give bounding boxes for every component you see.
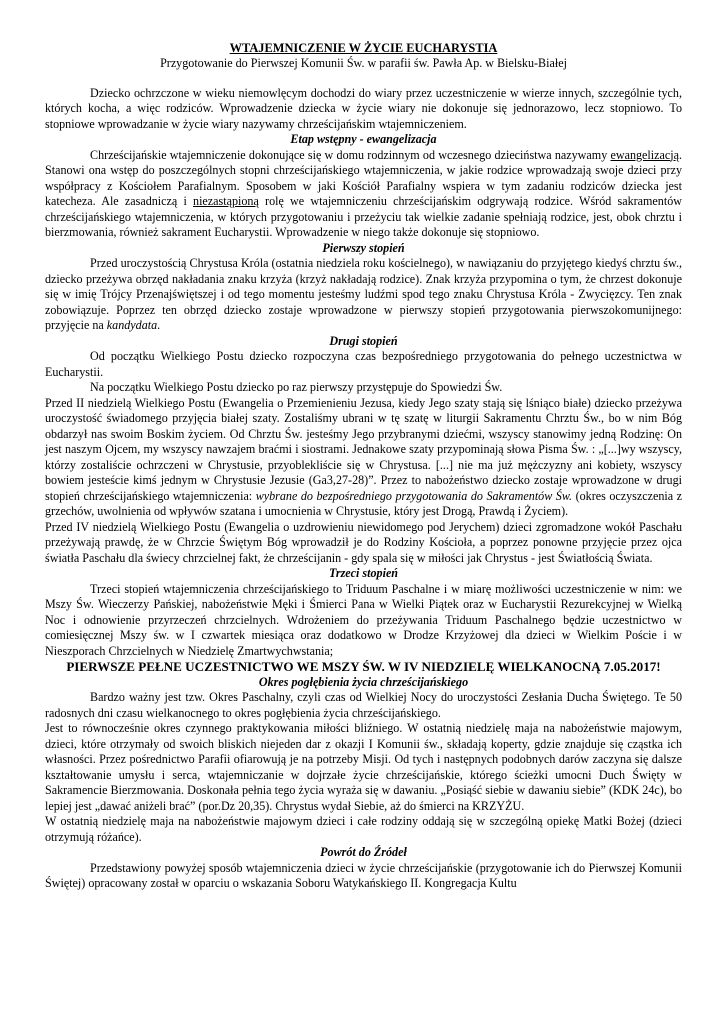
text-span: Chrześcijańskie wtajemniczenie dokonujące się w domu rodzinnym od wczesnego dzieciństwa nazywamy — [90, 147, 611, 162]
drugi-paragraph-3 — [45, 396, 682, 520]
section-heading-powrot: Powrót do Źródeł — [320, 845, 407, 859]
text-span: rolę we wtajemniczeniu chrześcijańskim odgrywają rodzice. Wśród sakramentów chrześcijańskiego wtajemniczenia, w których przygotowaniu i przeżyciu tak wielkie zadanie spełniają rodzice, jest, obok chrztu i bierzmowania, również sakrament Eucharystii. Wprowadzenie w niego także dokonuje się stopniowo. — [45, 194, 682, 239]
section-heading-poglebienie: Okres pogłębienia życia chrześcijańskiego — [258, 674, 469, 689]
etap-paragraph — [45, 148, 682, 241]
poglebienie-paragraph-1: Bardzo ważny jest tzw. Okres Paschalny, czyli czas od Wielkiej Nocy do uroczystości Zesłania Ducha Świętego. Te 50 radosnych dni czasu wielkanocnego to okres pogłębienia życia chrześcijańskiego. — [45, 690, 682, 720]
pierwszy-paragraph — [45, 256, 682, 334]
section-heading-drugi: Drugi stopień — [329, 333, 398, 348]
underlined-term: niezastąpioną — [193, 194, 259, 208]
intro-paragraph: Dziecko ochrzczone w wieku niemowlęcym dochodzi do wiary przez uczestniczenie w wierze innych, szczególnie tych, których kocha, a więc rodziców. Wprowadzenie dziecka w życie wiary nie dokonuje się jednorazowo, lecz stopniowo. To stopniowe wprowadzanie w życie wiary nazywamy chrześcijańskim wtajemniczeniem. — [45, 85, 682, 131]
poglebienie-paragraph-2: Jest to równocześnie okres czynnego praktykowania miłości bliźniego. W ostatnią niedzielę maja na nabożeństwie majowym, dzieci, które otrzymały od swoich bliskich niejeden dar z okazji I Komunii św., składają koperty, gdzie znajduje się cząstka ich własności. Przez pośrednictwo Parafii ofiarowują je na potrzeby Misji. Od tych i następnych podobnych darów zaczyna się dalsze kształtowanie umysłu i serca, wtajemniczanie w dojrzałe życie chrześcijańskie, którego ścieżki umocni Duch Święty w Sakramencie Bierzmowania. Doskonała pełnia tego życia wyraża się w dawaniu. „Posiąść siebie w dawaniu siebie” (KDK 24c), bo lepiej jest „dawać aniżeli brać” (por.Dz 20,35). Chrystus wydał Siebie, aż do śmierci na KRZYŻU. — [45, 721, 682, 813]
section-heading-etap: Etap wstępny - ewangelizacja — [290, 132, 437, 146]
trzeci-paragraph: Trzeci stopień wtajemniczenia chrześcijańskiego to Triduum Paschalne i w miarę możliwości uczestniczenie w nim: we Mszy Św. Wieczerzy Pańskiej, nabożeństwie Męki i Śmierci Pana w Wielki Piątek oraz w Eucharystii Rezurekcyjnej w Wielką Noc i odnowienie przyrzeczeń chrzcielnych. Wdrożeniem do przeżywania Triduum Paschalnego będzie uczestnictwo w comiesięcznej Mszy św. w I czwartek miesiąca oraz dodatkowo w Drodze Krzyżowej dla dzieci w Wielkim Poście i w Nieszporach Chrzcielnych w Niedzielę Zmartwychwstania; — [45, 581, 682, 658]
italic-term: wybrane do bezpośredniego przygotowania do Sakramentów Św. — [255, 488, 573, 503]
text-span: Przed II niedzielą Wielkiego Postu (Ewangelia o Przemienieniu Jezusa, kiedy Jego szaty stają się lśniąco białe) dziecko przeżywa uroczystość świadomego przyjęcia białej szaty. Zostaliśmy ubrani w tę szatę w liturgii Sakramentu Chrztu Św., bo w nim Bóg obdarzył nas swoim Boskim życiem. Od Chrztu Św. jesteśmy Jego przybranymi dziećmi, wszyscy stanowimy jedną Rodzinę: On jest naszym Ojcem, my wszyscy nawzajem braćmi i siostrami. Jednakowe szaty przypominają słowa Pisma Św. : „[...]wy wszyscy, którzy zostaliście ochrzczeni w Chrystusie, przyoblekliście się w Chrystusa. [...] nie ma już mężczyzny ani kobiety, wszyscy bowiem jesteście kimś jednym w Chrystusie Jezusie (Ga3,27-28)”. Przez to nabożeństwo dziecko zostaje wprowadzone w drugi stopień chrześcijańskiego wtajemniczenia: — [45, 395, 682, 503]
powrot-paragraph: Przedstawiony powyżej sposób wtajemniczenia dzieci w życie chrześcijańskie (przygotowanie ich do Pierwszej Komunii Świętej) opracowany został w oparciu o wskazania Soboru Watykańskiego II. Kongregacja Kultu — [45, 860, 682, 890]
drugi-paragraph-1: Od początku Wielkiego Postu dziecko rozpoczyna czas bezpośredniego przygotowania do pełnego uczestnictwa w Eucharystii. — [45, 349, 682, 379]
underlined-term: ewangelizacją — [610, 147, 679, 162]
first-communion-banner: PIERWSZE PEŁNE UCZESTNICTWO WE MSZY ŚW. W IV NIEDZIELĘ WIELKANOCNĄ 7.05.2017! — [66, 659, 661, 674]
drugi-paragraph-2: Na początku Wielkiego Postu dziecko po raz pierwszy przystępuje do Spowiedzi Św. — [90, 380, 503, 394]
poglebienie-paragraph-3: W ostatnią niedzielę maja na nabożeństwie majowym dzieci i całe rodziny oddają się w szczególną opiekę Matki Bożej (dzieci otrzymują różańce). — [45, 814, 682, 844]
drugi-paragraph-4: Przed IV niedzielą Wielkiego Postu (Ewangelia o uzdrowieniu niewidomego pod Jerychem) dzieci zgromadzone wokół Paschału przeżywają prawdę, że w Chrzcie Świętym Bóg wprowadził je do Rodziny Kościoła, a poprzez ponowne przyjęcie przez ojca światła Paschału dla świecy chrzcielnej fakt, że chrześcijanin - gdy spala się w miłości jak Chrystus - jest Światłością Świata. — [45, 519, 682, 565]
document-title: WTAJEMNICZENIE W ŻYCIE EUCHARYSTIA — [229, 41, 498, 55]
text-span: (okres oczyszczenia z grzechów, uwolnienia od wpływów szatana i umocnienia w Chrystusie, który jest Drogą, Prawdą i Życiem). — [45, 488, 682, 518]
text-span: . — [157, 318, 161, 332]
document-subtitle: Przygotowanie do Pierwszej Komunii Św. w parafii św. Pawła Ap. w Bielsku-Białej — [160, 56, 567, 70]
section-heading-pierwszy: Pierwszy stopień — [322, 240, 405, 255]
italic-term: kandydata — [106, 318, 158, 332]
text-span: Przed uroczystością Chrystusa Króla (ostatnia niedziela roku kościelnego), w nawiązaniu do przyjętego kiedyś chrztu św., dziecko przeżywa obrzęd nakładania znaku krzyża (krzyż nakładają rodzice). Znak krzyża przypomina o tym, że chrzest dokonuje się w imię Trójcy Przenajświętszej i od tego momentu jesteśmy ludźmi spod tego znaku Chrystusa Króla - Zwycięzcy. Ten znak zobowiązuje. Poprzez ten obrzęd dziecko zostaje wprowadzone w pierwszy stopień przygotowania pierwszokomunijnego: przyjęcie na — [45, 256, 682, 332]
text-span: . Stanowi ona wstęp do poszczególnych stopni chrześcijańskiego wtajemniczenia, w jakie rodzice wprowadzają swoje dzieci przy współpracy z Kościołem Parafialnym. Sposobem w jaki Kościół Parafialny wspiera w tym zadaniu rodziców dziecka jest katecheza. Ale zasadniczą i — [45, 147, 682, 208]
section-heading-trzeci: Trzeci stopień — [328, 566, 399, 580]
